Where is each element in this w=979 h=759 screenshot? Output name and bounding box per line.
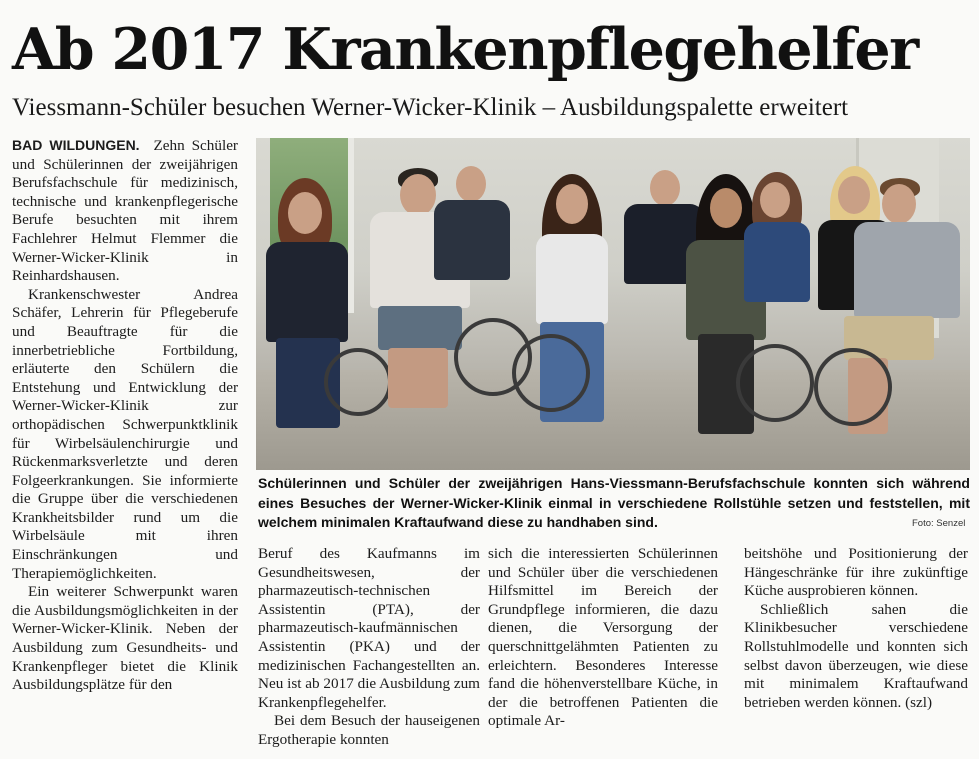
photo-caption: Schülerinnen und Schüler der zweijährigen Hans-Viessmann-Berufsfachschule konnten sich während eines Besuches der Werner-Wicker-Klinik einmal in verschiedene Rollstühle setzen und feststellen, mit welchem minimalen Kraftaufwand diese zu handhaben sind. — [258, 475, 970, 530]
article-paragraph: sich die interessierten Schülerinnen und Schüler über die verschiedenen Hilfsmittel im Bereich der Grundpflege informieren, die dazu dienen, die Versorgung der querschnittgelähmten Patienten zu erleichtern. Besonderes Interesse fand die höhenverstellbare Küche, in der die betroffenen Patienten die optimale Ar- — [488, 545, 718, 730]
article-paragraph — [12, 136, 238, 286]
article-column-2 — [258, 545, 480, 750]
article-paragraph: Beruf des Kaufmanns im Gesundheitswesen, der pharmazeutisch-technischen Assistentin (PTA), der pharmazeutisch-kaufmännischen Assistentin (PKA) und der medizinischen Fachangestellten an. Neu ist ab 2017 die Ausbildung zum Krankenpflegehelfer. — [258, 545, 480, 711]
group-photo — [256, 138, 970, 470]
dateline: BAD WILDUNGEN. — [12, 137, 140, 153]
article-paragraph: Krankenschwester Andrea Schäfer, Lehrerin für Pflegeberufe und Beauftragte für die innerbetriebliche Fortbildung, erläuterte den Schülern die Entstehung und Entwicklung der Werner-Wicker-Klinik zur orthopädischen Schwerpunktklinik für Wirbelsäulenchirurgie und Rückenmarksverletzte und deren Folgeerkrankungen. Sie informierte die Gruppe über die verschiedenen Krankheitsbilder rund um die Wirbelsäule mit ihren Einschränkungen und Therapiemöglichkeiten. — [12, 285, 238, 582]
paragraph-text: Zehn Schüler und Schülerinnen der zweijährigen Berufsfachschule für medizinisch, technische und krankenpflegerische Berufe besuchten mit ihrem Fachlehrer Helmut Flemmer die Werner-Wicker-Klinik in Reinhardshausen. — [12, 137, 238, 285]
article-paragraph: Ein weiterer Schwerpunkt waren die Ausbildungsmöglichkeiten in der Werner-Wicker-Klinik. Neben der Ausbildung zum Gesundheits- und Krankenpfleger bietet die Klinik Ausbildungsplätze für den — [12, 583, 238, 694]
article-paragraph: beitshöhe und Positionierung der Hängeschränke für ihre zukünftige Küche ausprobieren können. — [744, 545, 968, 600]
student-figure — [742, 172, 812, 352]
headline: Ab 2017 Krankenpflegehelfer — [12, 16, 918, 83]
article-column-4 — [744, 545, 968, 712]
article-column-1 — [12, 136, 238, 695]
subheadline: Viessmann-Schüler besuchen Werner-Wicker-Klinik – Ausbildungspalette erweitert — [12, 94, 849, 121]
article-paragraph: Schließlich sahen die Klinikbesucher verschiedene Rollstuhlmodelle und konnten sich selbst davon überzeugen, wie diese mit minimalem Kraftaufwand betrieben werden können. (szl) — [744, 600, 968, 711]
student-figure — [844, 178, 970, 468]
student-figure — [434, 160, 514, 360]
article-column-3 — [488, 545, 718, 731]
student-figure — [522, 164, 622, 464]
photo-credit: Foto: Senzel — [912, 518, 966, 529]
article-paragraph: Bei dem Besuch der hauseigenen Ergotherapie konnten — [258, 712, 480, 748]
student-figure — [260, 178, 360, 468]
